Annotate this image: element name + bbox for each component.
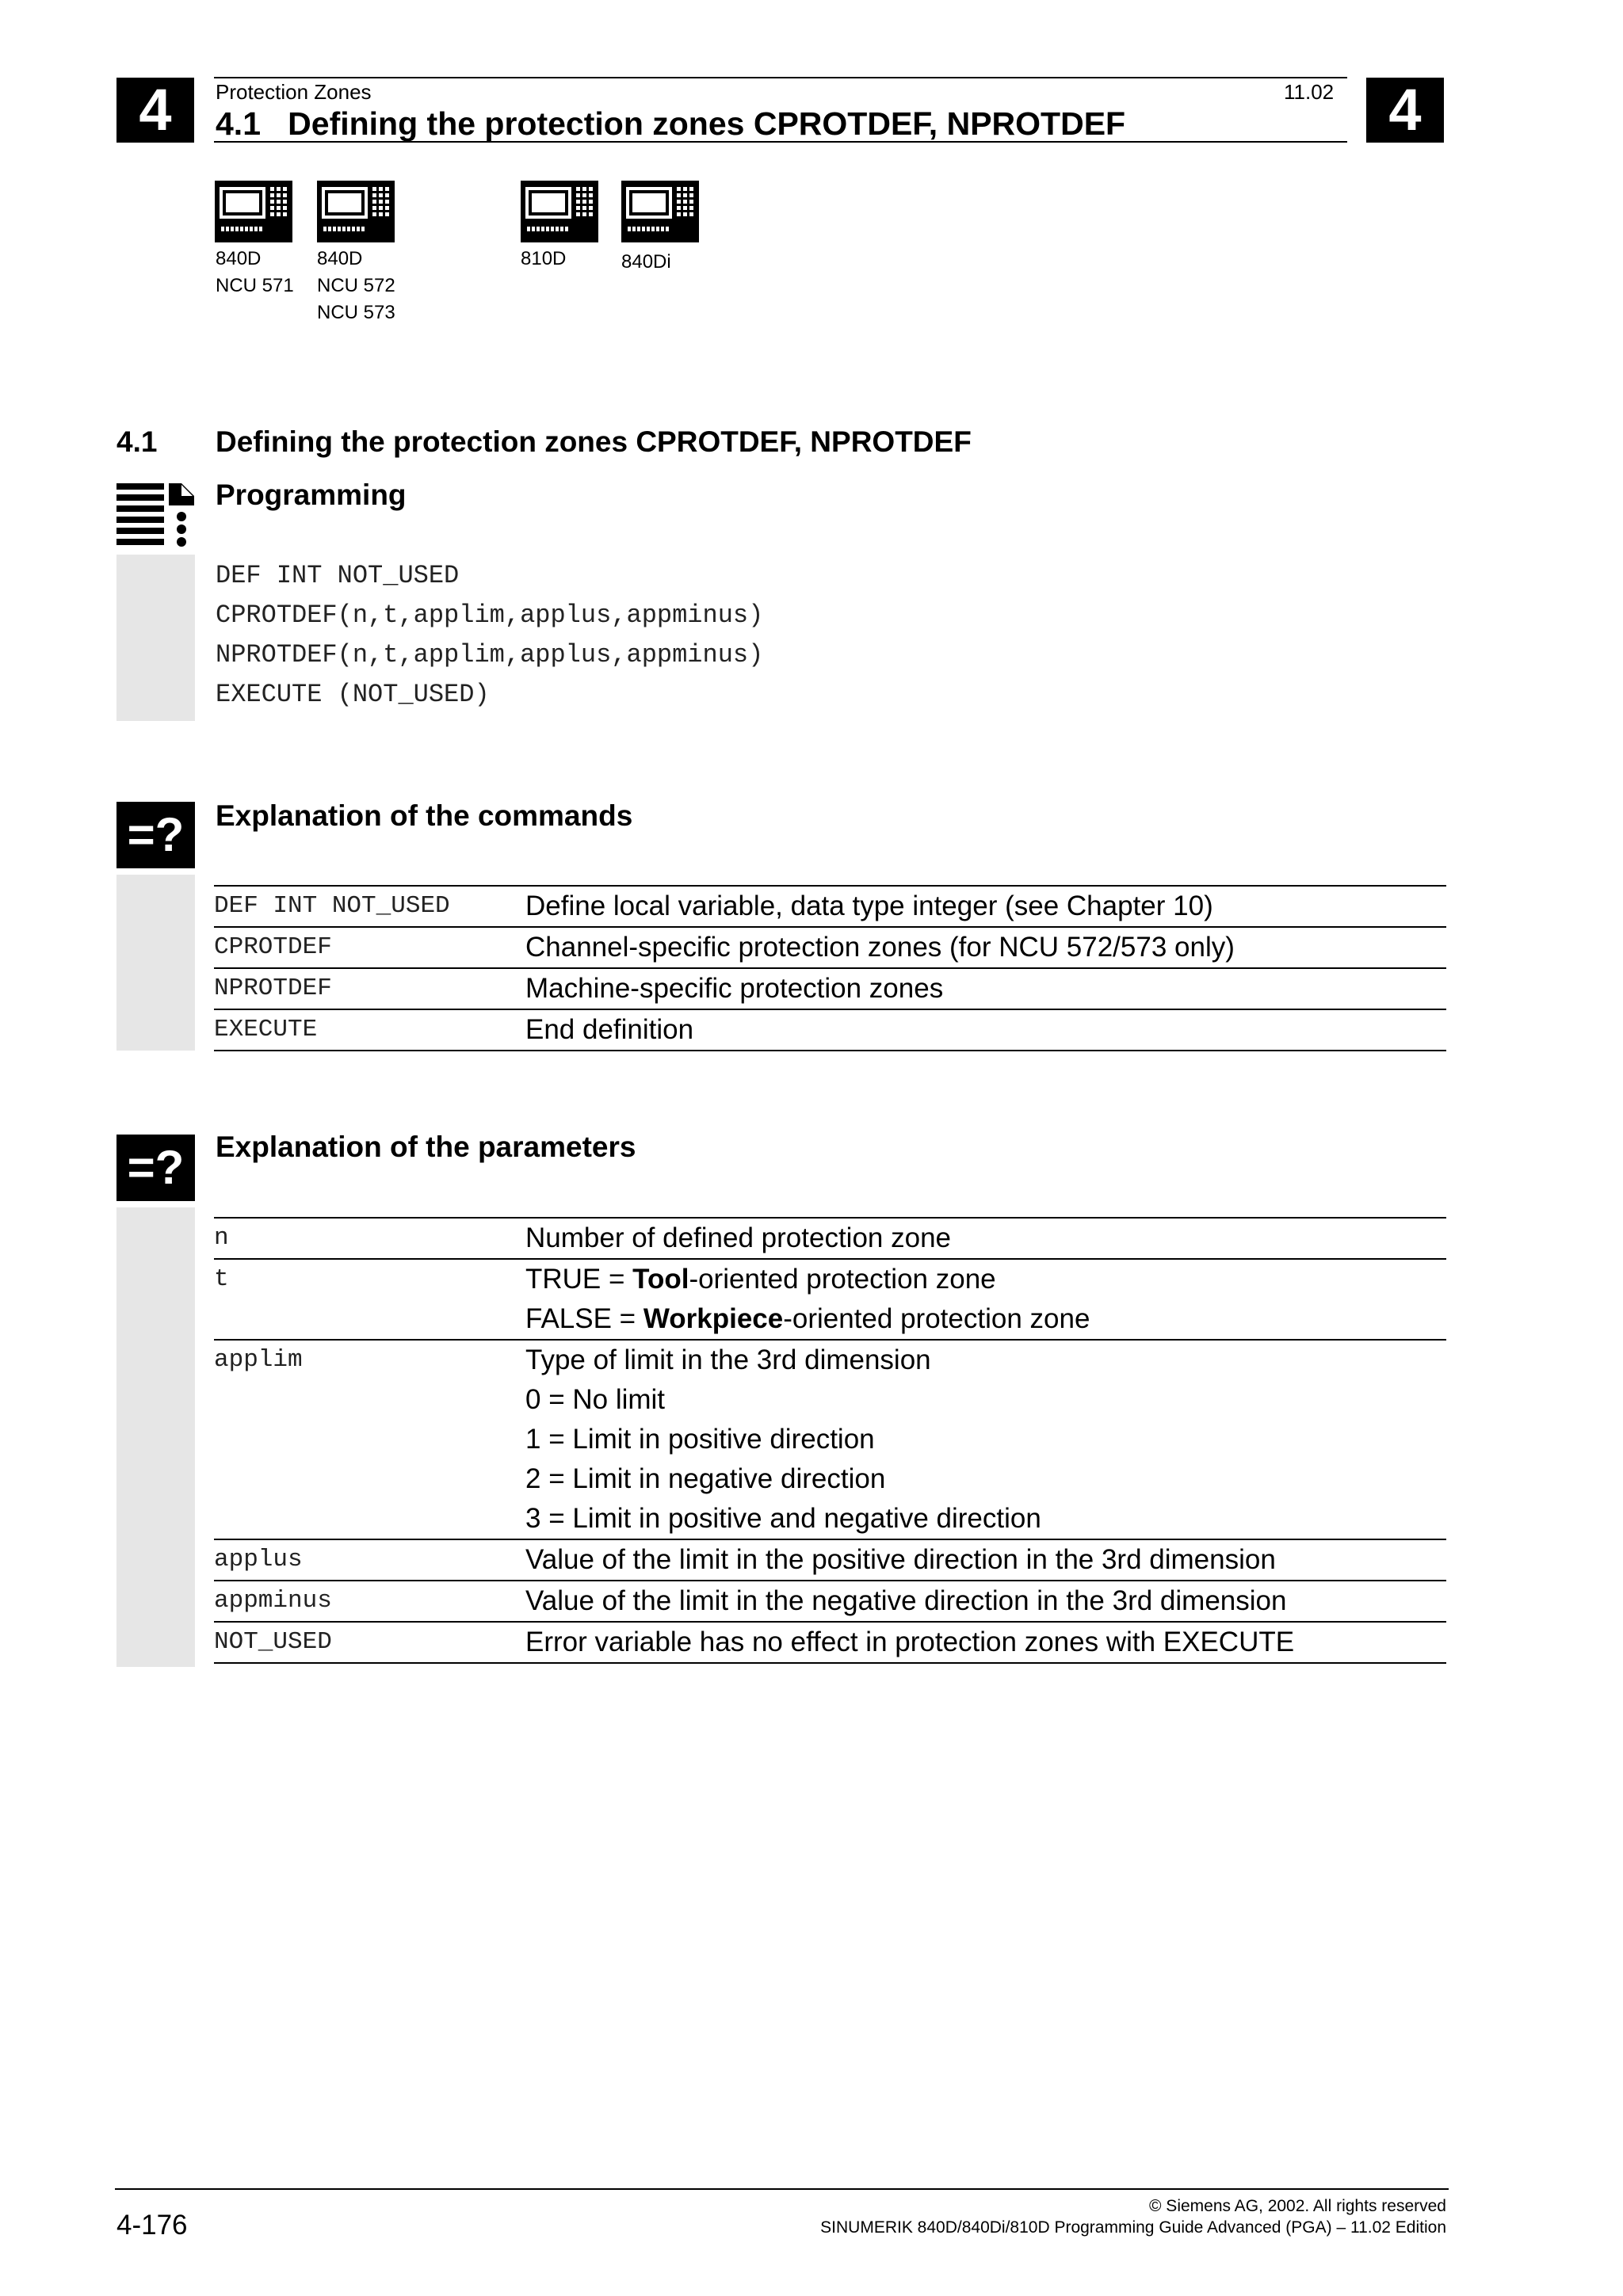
explanation-icon: =?	[116, 1135, 195, 1201]
table-row	[214, 886, 1446, 927]
chapter-marker-left	[116, 78, 194, 143]
section-number: 4.1	[116, 425, 158, 458]
parameters-sidebar	[116, 1207, 195, 1667]
table-row	[214, 968, 1446, 1009]
control-label-line: NCU 571	[216, 275, 294, 296]
command-term: DEF INT NOT_USED	[214, 892, 450, 920]
footer-document-title: SINUMERIK 840D/840Di/810D Programming Guide Advanced (PGA) – 11.02 Edition	[820, 2218, 1446, 2237]
footer-rule	[115, 2188, 1449, 2190]
text-span: -oriented protection zone	[689, 1264, 996, 1295]
parameter-term: NOT_USED	[214, 1628, 332, 1656]
bold-term: Tool	[632, 1264, 689, 1295]
section-title: Defining the protection zones CPROTDEF, NPROTDEF	[216, 425, 972, 458]
parameter-desc: Error variable has no effect in protection zones with EXECUTE	[525, 1627, 1295, 1657]
chapter-number: 4	[139, 77, 172, 143]
parameter-term: applus	[214, 1546, 303, 1573]
parameter-term: t	[214, 1265, 229, 1293]
table-row	[214, 927, 1446, 968]
parameter-desc: Value of the limit in the negative direction in the 3rd dimension	[525, 1585, 1287, 1616]
parameter-desc-line	[525, 1260, 1446, 1299]
parameter-desc-line: 3 = Limit in positive and negative direction	[525, 1503, 1041, 1534]
control-label-line: NCU 573	[317, 302, 395, 323]
control-panel-icon	[621, 181, 699, 242]
commands-table	[214, 885, 1446, 1051]
commands-heading: Explanation of the commands	[216, 799, 633, 832]
parameter-desc	[525, 1340, 1446, 1539]
parameter-desc-line: 0 = No limit	[525, 1384, 666, 1415]
parameter-term: applim	[214, 1346, 303, 1374]
header-title: 4.1 Defining the protection zones CPROTDEF, NPROTDEF	[216, 105, 1126, 142]
programming-heading: Programming	[216, 479, 407, 511]
table-row	[214, 1581, 1446, 1622]
code-line: EXECUTE (NOT_USED)	[216, 680, 490, 709]
control-panel-icon	[215, 181, 292, 242]
table-row	[214, 1009, 1446, 1051]
parameter-desc: Number of defined protection zone	[525, 1222, 951, 1253]
table-row	[214, 1539, 1446, 1581]
code-block	[216, 556, 763, 715]
table-row	[214, 1259, 1446, 1340]
control-label-810d	[521, 246, 566, 273]
parameter-desc-line	[525, 1299, 1446, 1339]
parameter-term: appminus	[214, 1587, 332, 1615]
command-desc: End definition	[525, 1014, 694, 1045]
parameters-heading: Explanation of the parameters	[216, 1131, 636, 1163]
header-edition: 11.02	[1284, 80, 1335, 104]
parameter-desc: Value of the limit in the positive direction in the 3rd dimension	[525, 1544, 1276, 1575]
control-label-840d-ncu572	[317, 246, 395, 326]
control-label-line: 840D	[216, 248, 262, 269]
chapter-marker-right	[1366, 78, 1444, 143]
control-label-line: 840D	[317, 248, 363, 269]
control-label-line: NCU 572	[317, 275, 395, 296]
header-bottom-rule	[214, 141, 1347, 143]
parameters-table	[214, 1217, 1446, 1664]
parameter-desc-line: Type of limit in the 3rd dimension	[525, 1344, 931, 1375]
parameter-term: n	[214, 1224, 229, 1252]
command-desc: Define local variable, data type integer (see Chapter 10)	[525, 891, 1213, 921]
parameter-desc-line: 2 = Limit in negative direction	[525, 1463, 886, 1494]
chapter-number: 4	[1388, 77, 1422, 143]
table-row	[214, 1340, 1446, 1539]
command-term: CPROTDEF	[214, 933, 332, 961]
command-desc: Machine-specific protection zones	[525, 973, 944, 1004]
commands-sidebar	[116, 875, 195, 1051]
bold-term: Workpiece	[643, 1303, 784, 1334]
control-panel-icon	[521, 181, 598, 242]
programming-icon	[116, 483, 194, 550]
code-line: NPROTDEF(n,t,applim,applus,appminus)	[216, 640, 764, 669]
explanation-icon: =?	[116, 802, 195, 868]
code-line: DEF INT NOT_USED	[216, 561, 460, 590]
control-label-line: 810D	[521, 248, 567, 269]
footer-copyright: © Siemens AG, 2002. All rights reserved	[1149, 2197, 1446, 2215]
text-span: -oriented protection zone	[783, 1303, 1090, 1334]
command-term: NPROTDEF	[214, 974, 332, 1002]
text-span: TRUE =	[525, 1264, 633, 1295]
code-line: CPROTDEF(n,t,applim,applus,appminus)	[216, 601, 764, 630]
parameter-desc-line: 1 = Limit in positive direction	[525, 1424, 875, 1455]
page-number: 4-176	[116, 2210, 188, 2241]
code-sidebar	[116, 555, 195, 721]
table-row	[214, 1218, 1446, 1259]
text-span: FALSE =	[525, 1303, 643, 1334]
control-label-840di	[621, 249, 671, 276]
table-row	[214, 1622, 1446, 1663]
control-label-line: 840Di	[621, 251, 671, 273]
header-section-label: Protection Zones	[216, 80, 372, 104]
header-top-rule	[214, 77, 1347, 78]
command-desc: Channel-specific protection zones (for NCU 572/573 only)	[525, 932, 1235, 963]
control-panel-icon	[317, 181, 395, 242]
command-term: EXECUTE	[214, 1016, 318, 1043]
parameter-desc	[525, 1259, 1446, 1340]
control-label-840d-ncu571	[216, 246, 294, 299]
